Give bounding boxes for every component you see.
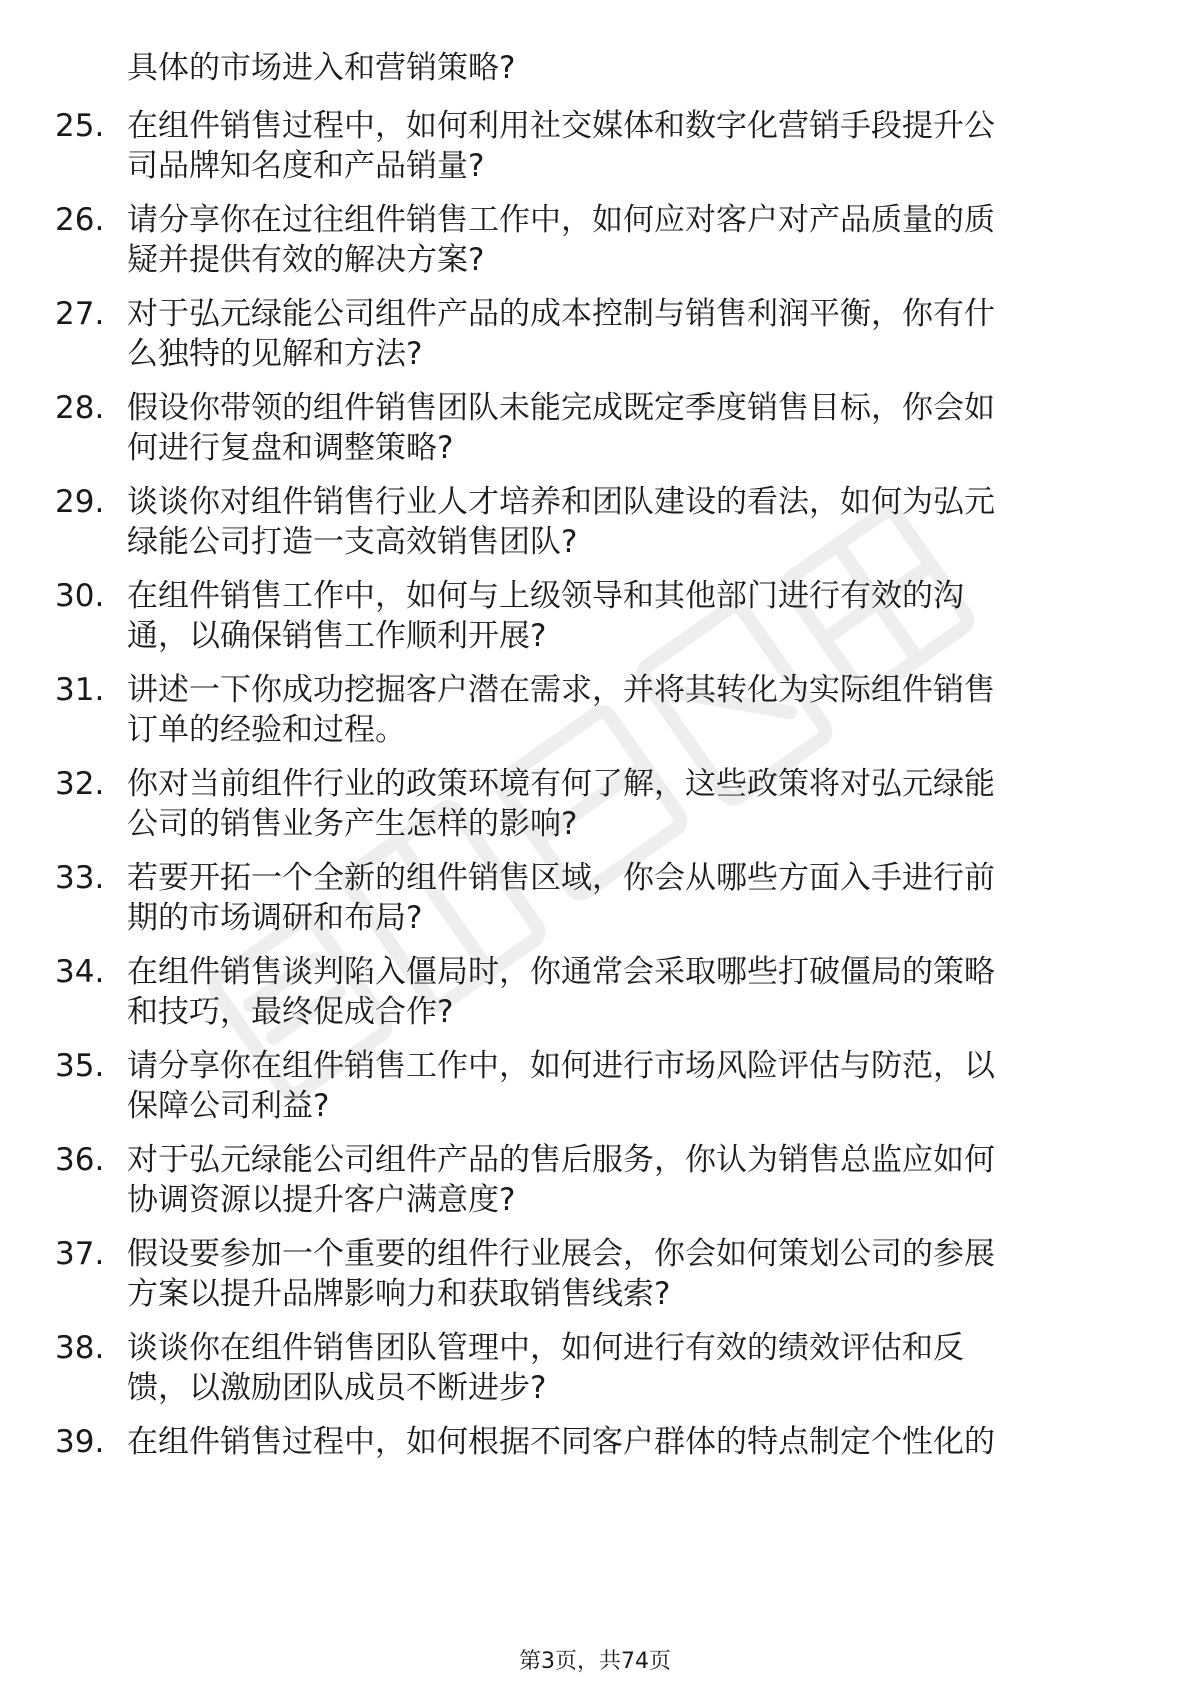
question-item	[0, 200, 1190, 284]
question-line: 在组件销售谈判陷入僵局时，你通常会采取哪些打破僵局的策略	[127, 954, 995, 990]
question-line: 若要开拓一个全新的组件销售区域，你会从哪些方面入手进行前	[127, 860, 995, 896]
question-line: 么独特的见解和方法?	[127, 336, 423, 372]
question-line: 在组件销售工作中，如何与上级领导和其他部门进行有效的沟	[127, 578, 964, 614]
question-line: 谈谈你对组件销售行业人才培养和团队建设的看法，如何为弘元	[127, 484, 995, 520]
question-line: 疑并提供有效的解决方案?	[127, 242, 485, 278]
question-item	[0, 576, 1190, 660]
question-number: 35.	[55, 1048, 105, 1084]
question-number: 34.	[55, 954, 105, 990]
question-item	[0, 482, 1190, 566]
question-line: 请分享你在过往组件销售工作中，如何应对客户对产品质量的质	[127, 202, 995, 238]
question-line: 谈谈你在组件销售团队管理中，如何进行有效的绩效评估和反	[127, 1330, 964, 1366]
question-line: 对于弘元绿能公司组件产品的售后服务，你认为销售总监应如何	[127, 1142, 995, 1178]
question-text	[127, 106, 1137, 186]
question-line: 讲述一下你成功挖掘客户潜在需求，并将其转化为实际组件销售	[127, 672, 995, 708]
continuation-line: 具体的市场进入和营销策略?	[127, 50, 516, 86]
question-line: 保障公司利益?	[127, 1088, 330, 1124]
question-number: 36.	[55, 1142, 105, 1178]
question-line: 期的市场调研和布局?	[127, 900, 423, 936]
question-line: 和技巧，最终促成合作?	[127, 994, 454, 1030]
question-line: 方案以提升品牌影响力和获取销售线索?	[127, 1276, 671, 1312]
question-text	[127, 670, 1137, 750]
question-item	[0, 1422, 1190, 1506]
question-number: 37.	[55, 1236, 105, 1272]
question-number: 39.	[55, 1424, 105, 1460]
question-line: 请分享你在组件销售工作中，如何进行市场风险评估与防范，以	[127, 1048, 995, 1084]
question-text	[127, 1422, 1137, 1462]
question-text	[127, 764, 1137, 844]
question-item	[0, 1328, 1190, 1412]
question-item	[0, 294, 1190, 378]
question-item	[0, 1234, 1190, 1318]
question-text	[127, 1234, 1137, 1314]
question-number: 25.	[55, 108, 105, 144]
question-line: 假设你带领的组件销售团队未能完成既定季度销售目标，你会如	[127, 390, 995, 426]
question-item	[0, 764, 1190, 848]
question-item	[0, 1140, 1190, 1224]
question-number: 31.	[55, 672, 105, 708]
question-line: 公司的销售业务产生怎样的影响?	[127, 806, 578, 842]
question-line: 假设要参加一个重要的组件行业展会，你会如何策划公司的参展	[127, 1236, 995, 1272]
question-line: 绿能公司打造一支高效销售团队?	[127, 524, 578, 560]
question-number: 30.	[55, 578, 105, 614]
question-line: 在组件销售过程中，如何利用社交媒体和数字化营销手段提升公	[127, 108, 995, 144]
question-line: 司品牌知名度和产品销量?	[127, 148, 485, 184]
question-item	[0, 670, 1190, 754]
question-text	[127, 858, 1137, 938]
question-number: 32.	[55, 766, 105, 802]
question-number: 28.	[55, 390, 105, 426]
question-item	[0, 858, 1190, 942]
question-text	[127, 952, 1137, 1032]
question-text	[127, 576, 1137, 656]
question-text	[127, 200, 1137, 280]
question-line: 何进行复盘和调整策略?	[127, 430, 454, 466]
page-footer: 第3页，共74页	[519, 1649, 671, 1674]
question-number: 38.	[55, 1330, 105, 1366]
question-item	[0, 106, 1190, 190]
question-item	[0, 1046, 1190, 1130]
question-line: 在组件销售过程中，如何根据不同客户群体的特点制定个性化的	[127, 1424, 995, 1460]
question-item	[0, 388, 1190, 472]
question-text	[127, 1328, 1137, 1408]
question-number: 33.	[55, 860, 105, 896]
question-line: 协调资源以提升客户满意度?	[127, 1182, 516, 1218]
question-line: 通，以确保销售工作顺利开展?	[127, 618, 547, 654]
question-text	[127, 1046, 1137, 1126]
question-line: 你对当前组件行业的政策环境有何了解，这些政策将对弘元绿能	[127, 766, 995, 802]
question-line: 订单的经验和过程。	[127, 712, 406, 748]
question-line: 对于弘元绿能公司组件产品的成本控制与销售利润平衡，你有什	[127, 296, 995, 332]
question-item	[0, 952, 1190, 1036]
question-number: 29.	[55, 484, 105, 520]
question-text	[127, 482, 1137, 562]
question-number: 27.	[55, 296, 105, 332]
question-text	[127, 1140, 1137, 1220]
question-number: 26.	[55, 202, 105, 238]
question-text	[127, 388, 1137, 468]
question-text	[127, 294, 1137, 374]
question-line: 馈，以激励团队成员不断进步?	[127, 1370, 547, 1406]
